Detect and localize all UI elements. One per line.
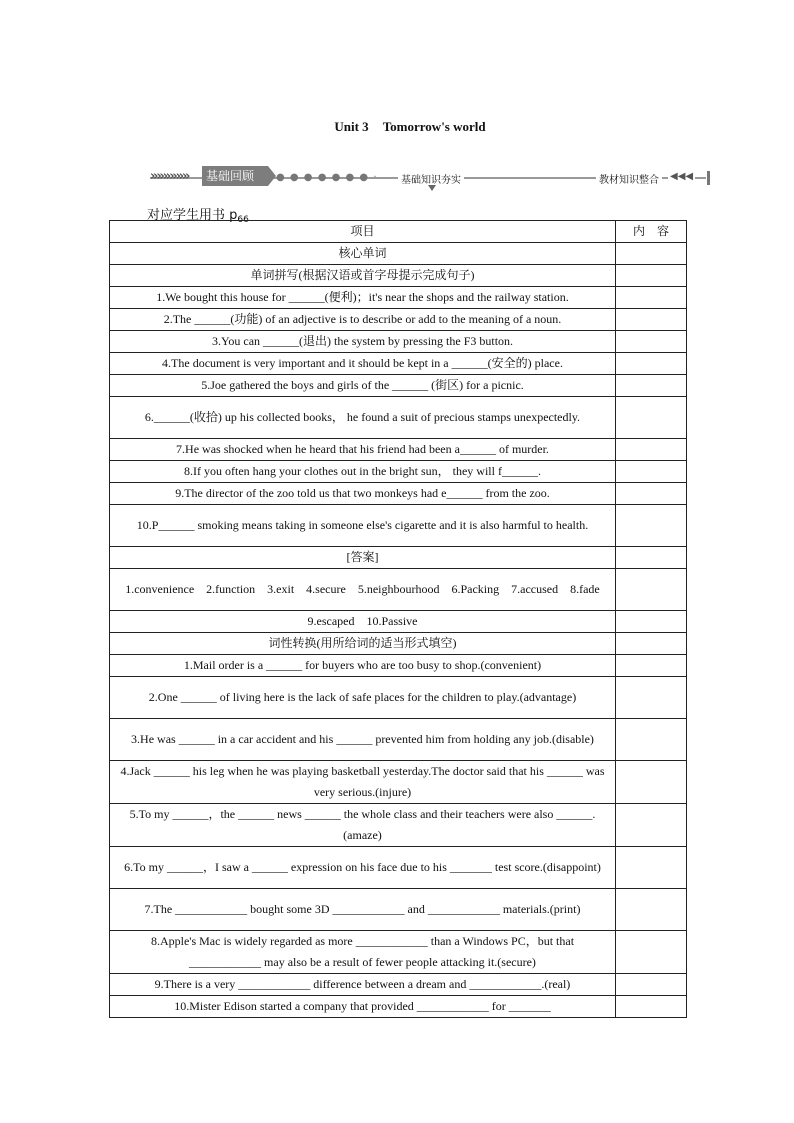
content-cell bbox=[616, 547, 687, 569]
page-title bbox=[0, 119, 794, 135]
subsection-title: 单词拼写(根据汉语或首字母提示完成句子) bbox=[110, 265, 616, 287]
answer-row bbox=[110, 611, 687, 633]
table-row bbox=[110, 804, 687, 847]
exercise-item: 9.There is a very ____________ difference between a dream and ____________.(real) bbox=[110, 974, 616, 996]
content-cell bbox=[616, 461, 687, 483]
exercise-item: 4.The document is very important and it should be kept in a ______(安全的) place. bbox=[110, 353, 616, 375]
section-banner bbox=[150, 166, 710, 188]
exercise-item: 10.P______ smoking means taking in someone else's cigarette and it is also harmful to health. bbox=[110, 505, 616, 547]
exercise-item: 6.To my ______，I saw a ______ expression on his face due to his _______ test score.(disappoint) bbox=[110, 847, 616, 889]
header-item: 项目 bbox=[110, 221, 616, 243]
table-row bbox=[110, 439, 687, 461]
chevrons-icon: »»»»»» bbox=[150, 169, 189, 184]
subsection-row bbox=[110, 633, 687, 655]
exercise-item: 8.If you often hang your clothes out in the bright sun， they will f______. bbox=[110, 461, 616, 483]
dots-icon: ● ● ● ● ● ● ● · bbox=[276, 172, 378, 183]
answer-text: 1.convenience 2.function 3.exit 4.secure 5.neighbourhood 6.Packing 7.accused 8.fade bbox=[110, 569, 616, 611]
exercise-item: 1.Mail order is a ______ for buyers who are too busy to shop.(convenient) bbox=[110, 655, 616, 677]
table-header-row bbox=[110, 221, 687, 243]
book-reference-text: 对应学生用书 p bbox=[147, 208, 238, 223]
table-row bbox=[110, 483, 687, 505]
content-cell bbox=[616, 265, 687, 287]
section-row bbox=[110, 243, 687, 265]
table-row bbox=[110, 353, 687, 375]
unit-label: Unit 3 bbox=[334, 119, 369, 134]
exercise-item: 4.Jack ______ his leg when he was playing basketball yesterday.The doctor said that his ______ was very serious.(injure) bbox=[110, 761, 616, 804]
content-cell bbox=[616, 677, 687, 719]
exercise-item: 3.He was ______ in a car accident and his ______ prevented him from holding any job.(disable) bbox=[110, 719, 616, 761]
content-cell bbox=[616, 375, 687, 397]
content-cell bbox=[616, 889, 687, 931]
header-content: 内 容 bbox=[616, 221, 687, 243]
banner-end-bar bbox=[707, 171, 710, 185]
content-cell bbox=[616, 633, 687, 655]
exercise-item: 2.One ______ of living here is the lack of safe places for the children to play.(advantage) bbox=[110, 677, 616, 719]
table-row bbox=[110, 761, 687, 804]
table-row bbox=[110, 847, 687, 889]
exercise-table bbox=[109, 220, 687, 1018]
table-row bbox=[110, 331, 687, 353]
triangle-down-icon bbox=[428, 185, 436, 191]
exercise-item: 7.He was shocked when he heard that his friend had been a______ of murder. bbox=[110, 439, 616, 461]
arrow-left-icon: ◀◀◀ bbox=[670, 171, 694, 182]
exercise-item: 10.Mister Edison started a company that provided ____________ for _______ bbox=[110, 996, 616, 1018]
table-row bbox=[110, 309, 687, 331]
table-row bbox=[110, 931, 687, 974]
exercise-item: 3.You can ______(退出) the system by pressing the F3 button. bbox=[110, 331, 616, 353]
table-row bbox=[110, 996, 687, 1018]
exercise-item: 7.The ____________ bought some 3D ____________ and ____________ materials.(print) bbox=[110, 889, 616, 931]
table-row bbox=[110, 974, 687, 996]
book-reference-page: 66 bbox=[237, 215, 249, 225]
table-row bbox=[110, 889, 687, 931]
exercise-item: 1.We bought this house for ______(便利)；it's near the shops and the railway station. bbox=[110, 287, 616, 309]
content-cell bbox=[616, 996, 687, 1018]
subsection-row bbox=[110, 265, 687, 287]
answer-label: [答案] bbox=[110, 547, 616, 569]
exercise-item: 2.The ______(功能) of an adjective is to describe or add to the meaning of a noun. bbox=[110, 309, 616, 331]
content-cell bbox=[616, 847, 687, 889]
content-cell bbox=[616, 287, 687, 309]
banner-middle-label: 基础知识夯实 bbox=[398, 171, 464, 186]
table-row bbox=[110, 505, 687, 547]
content-cell bbox=[616, 611, 687, 633]
table-row bbox=[110, 719, 687, 761]
content-cell bbox=[616, 483, 687, 505]
content-cell bbox=[616, 353, 687, 375]
content-cell bbox=[616, 761, 687, 804]
content-cell bbox=[616, 243, 687, 265]
content-cell bbox=[616, 655, 687, 677]
content-cell bbox=[616, 569, 687, 611]
content-cell bbox=[616, 931, 687, 974]
content-cell bbox=[616, 397, 687, 439]
table-row bbox=[110, 287, 687, 309]
answer-label-row bbox=[110, 547, 687, 569]
answer-row bbox=[110, 569, 687, 611]
content-cell bbox=[616, 974, 687, 996]
table-row bbox=[110, 397, 687, 439]
exercise-item: 5.To my ______，the ______ news ______ the whole class and their teachers were also ______.(amaze) bbox=[110, 804, 616, 847]
table-row bbox=[110, 677, 687, 719]
content-cell bbox=[616, 439, 687, 461]
banner-tag: 基础回顾 bbox=[202, 166, 268, 186]
exercise-item: 5.Joe gathered the boys and girls of the ______ (街区) for a picnic. bbox=[110, 375, 616, 397]
unit-topic: Tomorrow's world bbox=[382, 119, 486, 134]
banner-right-label: 教材知识整合 bbox=[596, 171, 662, 186]
content-cell bbox=[616, 804, 687, 847]
content-cell bbox=[616, 719, 687, 761]
table-row bbox=[110, 461, 687, 483]
content-cell bbox=[616, 331, 687, 353]
content-cell bbox=[616, 309, 687, 331]
exercise-item: 8.Apple's Mac is widely regarded as more ____________ than a Windows PC，but that ____________ may also be a result of fewer people attacking it.(secure) bbox=[110, 931, 616, 974]
exercise-item: 9.The director of the zoo told us that two monkeys had e______ from the zoo. bbox=[110, 483, 616, 505]
table-row bbox=[110, 375, 687, 397]
subsection-title: 词性转换(用所给词的适当形式填空) bbox=[110, 633, 616, 655]
table-row bbox=[110, 655, 687, 677]
answer-text: 9.escaped 10.Passive bbox=[110, 611, 616, 633]
exercise-item: 6.______(收拾) up his collected books， he found a suit of precious stamps unexpectedly. bbox=[110, 397, 616, 439]
content-cell bbox=[616, 505, 687, 547]
section-title: 核心单词 bbox=[110, 243, 616, 265]
